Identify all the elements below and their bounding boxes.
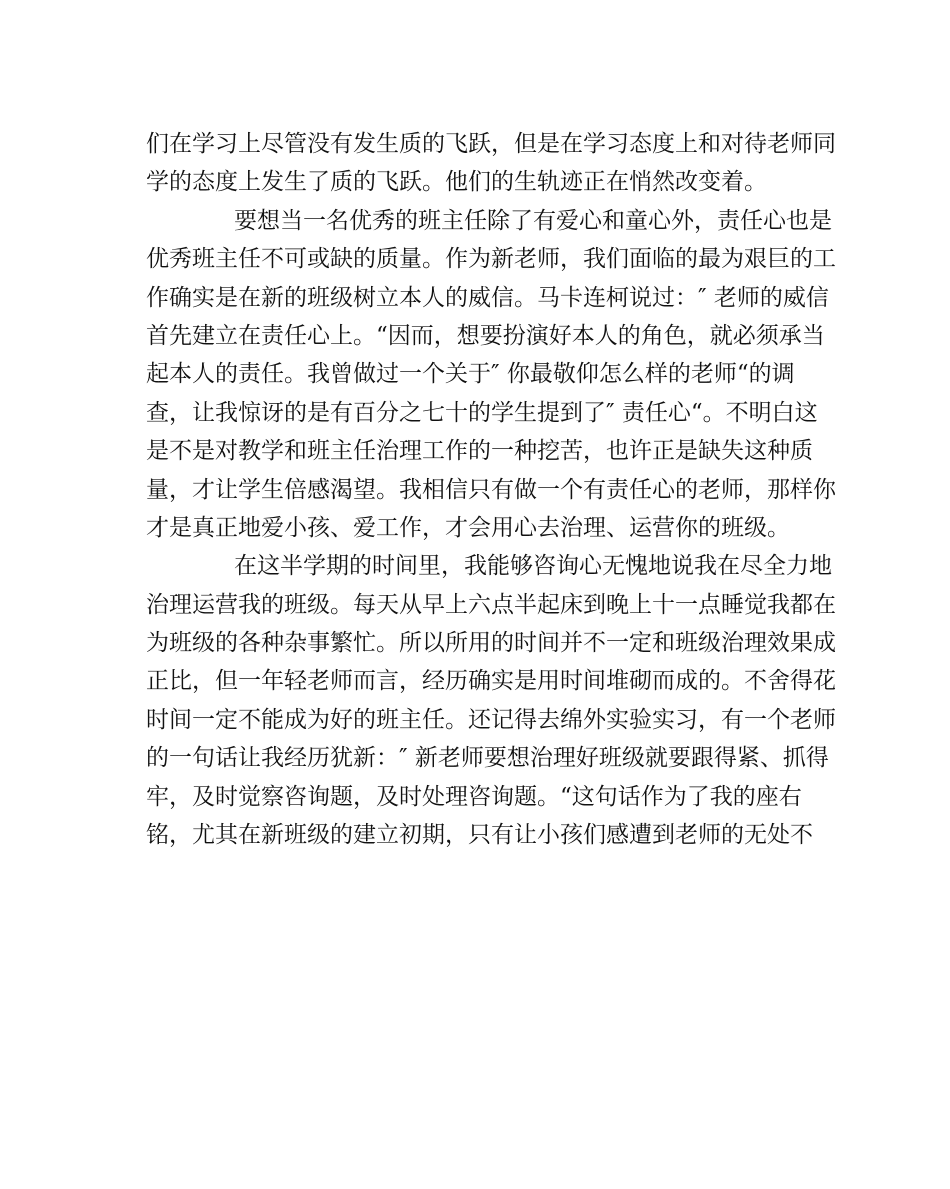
text-line: 首先建立在责任心上。“因而，想要扮演好本人的角色，就必须承当 <box>146 322 825 349</box>
text-line: 为班级的各种杂事繁忙。所以所用的时间并不一定和班级治理效果成 <box>146 630 836 657</box>
text-line: 查，让我惊讶的是有百分之七十的学生提到了″ 责任心“。不明白这 <box>146 399 818 426</box>
text-line: 优秀班主任不可或缺的质量。作为新老师，我们面临的最为艰巨的工 <box>146 246 836 273</box>
body-text <box>146 125 836 854</box>
text-line: 才是真正地爱小孩、爱工作，才会用心去治理、运营你的班级。 <box>146 514 790 541</box>
text-line: 铭，尤其在新班级的建立初期，只有让小孩们感遭到老师的无处不 <box>146 822 813 849</box>
text-line: 作确实是在新的班级树立本人的威信。马卡连柯说过：″ 老师的威信 <box>146 284 829 311</box>
text-line: 治理运营我的班级。每天从早上六点半起床到晚上十一点睡觉我都在 <box>146 591 836 618</box>
text-line: 学的态度上发生了质的飞跃。他们的生轨迹正在悄然改变着。 <box>146 169 767 196</box>
text-line: 牢，及时觉察咨询题，及时处理咨询题。“这句话作为了我的座右 <box>146 783 802 810</box>
text-line: 量，才让学生倍感渴望。我相信只有做一个有责任心的老师，那样你 <box>146 476 836 503</box>
paragraph-start-line: 在这半学期的时间里，我能够咨询心无愧地说我在尽全力地 <box>234 553 832 580</box>
text-line: 正比，但一年轻老师而言，经历确实是用时间堆砌而成的。不舍得花 <box>146 668 836 695</box>
text-line: 起本人的责任。我曾做过一个关于″ 你最敬仰怎么样的老师“的调 <box>146 361 795 388</box>
text-line: 时间一定不能成为好的班主任。还记得去绵外实验实习，有一个老师 <box>146 706 836 733</box>
text-line: 们在学习上尽管没有发生质的飞跃，但是在学习态度上和对待老师同 <box>146 131 836 157</box>
text-line: 的一句话让我经历犹新：″ 新老师要想治理好班级就要跟得紧、抓得 <box>146 745 829 772</box>
paragraph-start-line: 要想当一名优秀的班主任除了有爱心和童心外，责任心也是 <box>234 207 832 234</box>
text-line: 是不是对教学和班主任治理工作的一种挖苦，也许正是缺失这种质 <box>146 438 813 465</box>
